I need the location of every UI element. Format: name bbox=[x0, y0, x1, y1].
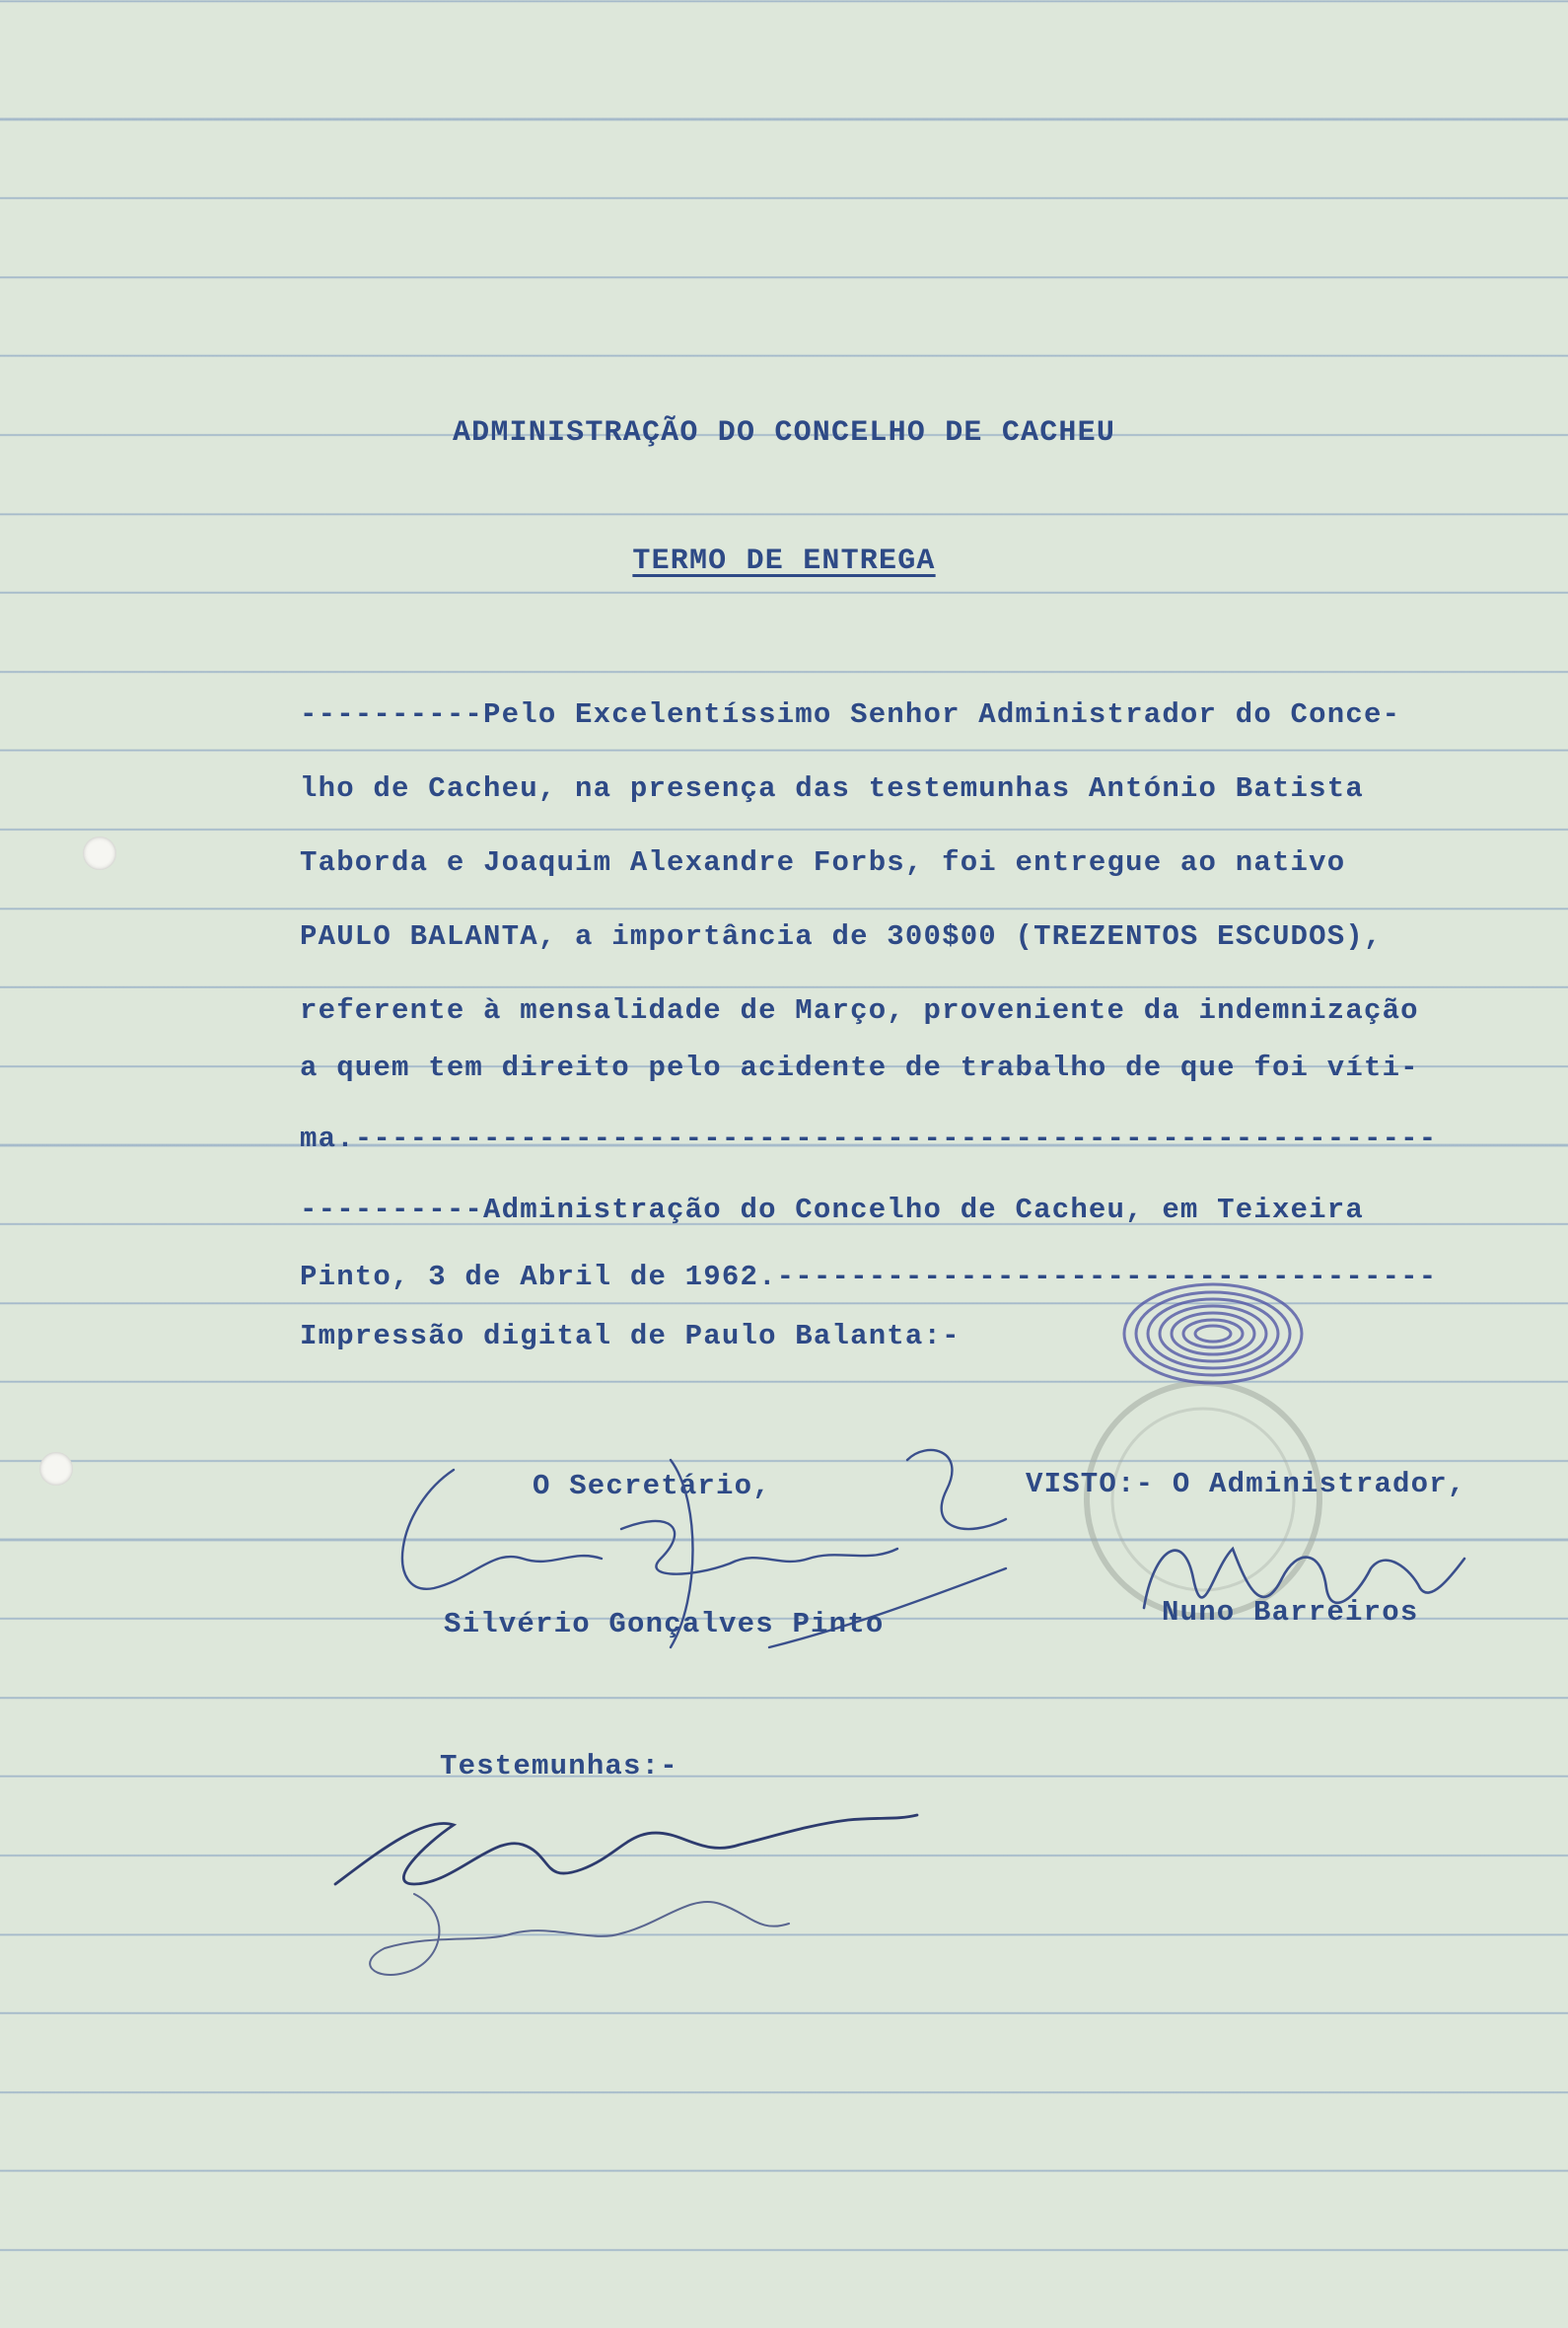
witnesses-label: Testemunhas:- bbox=[440, 1750, 678, 1782]
fingerprint-impression bbox=[1114, 1273, 1312, 1401]
secretary-label: O Secretário, bbox=[533, 1470, 771, 1502]
body-line-6: a quem tem direito pelo acidente de trabalho de que foi víti- bbox=[300, 1052, 1419, 1084]
body-line-3: Taborda e Joaquim Alexandre Forbs, foi entregue ao nativo bbox=[300, 846, 1346, 879]
body-line-8: ----------Administração do Concelho de Cacheu, em Teixeira bbox=[300, 1194, 1364, 1226]
body-line-4: PAULO BALANTA, a importância de 300$00 (TREZENTOS ESCUDOS), bbox=[300, 920, 1383, 953]
body-line-7: ma.----------------------------------------------------------- bbox=[300, 1123, 1438, 1155]
punch-hole-top bbox=[83, 837, 116, 870]
administrator-signature bbox=[1124, 1509, 1479, 1667]
document-title: TERMO DE ENTREGA bbox=[632, 545, 936, 578]
body-line-9: Pinto, 3 de Abril de 1962.------------------------------------ bbox=[300, 1261, 1438, 1293]
body-line-5: referente à mensalidade de Março, proveniente da indemnização bbox=[300, 994, 1419, 1027]
body-line-10: Impressão digital de Paulo Balanta:- bbox=[300, 1320, 961, 1352]
body-line-1: ----------Pelo Excelentíssimo Senhor Administrador do Conce- bbox=[300, 698, 1401, 731]
punch-hole-bottom bbox=[39, 1452, 73, 1486]
office-heading: ADMINISTRAÇÃO DO CONCELHO DE CACHEU bbox=[452, 416, 1116, 450]
visto-label: VISTO:- O Administrador, bbox=[1026, 1468, 1466, 1500]
witness-signature-2 bbox=[296, 1855, 848, 2002]
secretary-name: Silvério Gonçalves Pinto bbox=[444, 1608, 885, 1640]
body-line-2: lho de Cacheu, na presença das testemunhas António Batista bbox=[300, 772, 1364, 805]
administrator-name: Nuno Barreiros bbox=[1162, 1596, 1419, 1629]
